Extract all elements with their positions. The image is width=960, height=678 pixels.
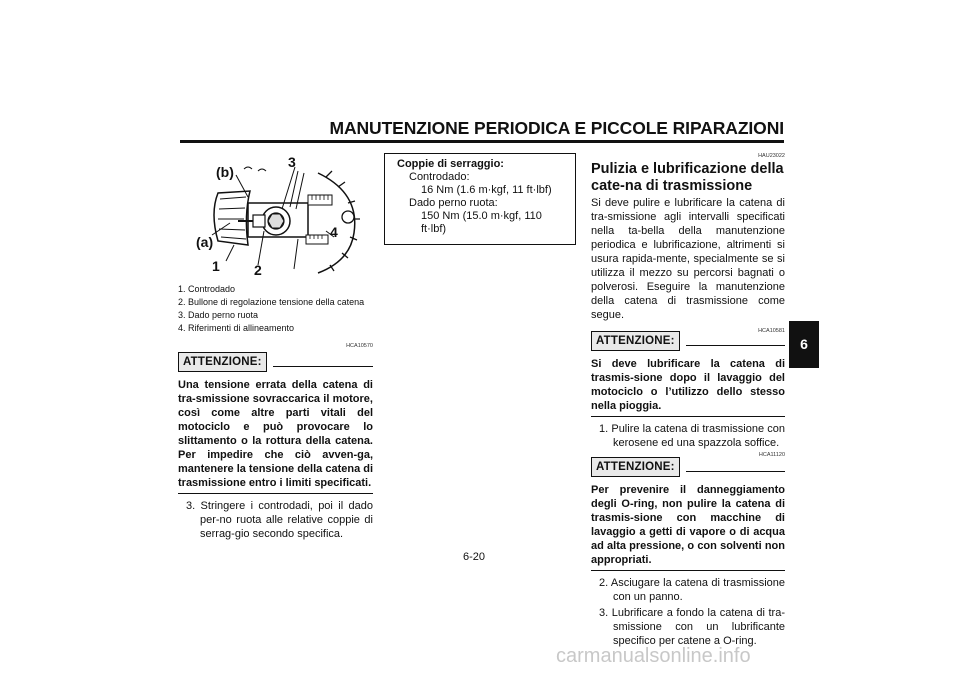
attention-text: Si deve lubrificare la catena di trasmis-sione dopo il lavaggio del motociclo o l’utilizzo dello stesso nella pioggia. <box>591 357 785 417</box>
watermark: carmanualsonline.info <box>556 645 751 667</box>
legend-item: 4. Riferimenti di allineamento <box>178 323 295 333</box>
reference-code: HCA10570 <box>346 343 373 349</box>
torque-label-axle-nut: Dado perno ruota: <box>409 197 498 209</box>
callout-4: 4 <box>330 224 338 240</box>
legend-item: 2. Bullone di regolazione tensione della catena <box>178 297 365 307</box>
attention-heading <box>591 457 785 477</box>
torque-value-axle-nut: 150 Nm (15.0 m·kgf, 110 ft·lbf) <box>421 210 542 235</box>
attention-text: Una tensione errata della catena di tra-smissione sovraccarica il motore, così come altre parti vitali del motociclo e può provocare lo slittamento o la rottura della catena. Per impedire che ciò avven-ga, mantenere la tensione della catena di trasmissione entro i limiti specificati. <box>178 378 373 494</box>
attention-label: ATTENZIONE: <box>178 352 267 372</box>
torque-spec-box <box>384 153 576 245</box>
callout-a: (a) <box>196 234 214 250</box>
intro-paragraph: Si deve pulire e lubrificare la catena di tra-smissione agli intervalli specificati nella ta-bella della manutenzione periodica e lubrificazione, altrimenti si usura rapida-mente, specialmente se si utilizza il mezzo su percorsi bagnati o polverosi. Eseguire la manutenzione della catena di trasmissione come segue. <box>591 197 785 321</box>
chain-adjuster-illustration <box>178 153 373 279</box>
torque-value-locknut: 16 Nm (1.6 m·kgf, 11 ft·lbf) <box>421 184 552 196</box>
reference-code: HAU23022 <box>758 153 785 159</box>
torque-title: Coppie di serraggio: <box>397 158 504 170</box>
header-rule <box>180 140 784 143</box>
legend-item: 1. Controdado <box>178 284 236 294</box>
step-2: 2. Asciugare la catena di trasmissione con un panno. <box>599 577 785 603</box>
page-title: MANUTENZIONE PERIODICA E PICCOLE RIPARAZIONI <box>329 118 784 138</box>
column-middle <box>384 153 576 245</box>
attention-rule <box>273 366 373 367</box>
section-title: Pulizia e lubrificazione della cate-na di trasmissione <box>591 161 784 194</box>
attention-label: ATTENZIONE: <box>591 331 680 351</box>
step-3: 3. Stringere i controdadi, poi il dado per-no ruota alle relative coppie di serrag-gio secondo specifica. <box>186 500 373 540</box>
attention-rule <box>686 471 785 472</box>
step-3: 3. Lubrificare a fondo la catena di tra-smissione con un lubrificante specifico per catene a O-ring. <box>599 607 785 647</box>
page-number: 6-20 <box>462 551 486 563</box>
attention-heading <box>591 331 785 351</box>
figure-legend <box>178 283 373 335</box>
step-1: 1. Pulire la catena di trasmissione con kerosene ed una spazzola soffice. <box>599 423 785 449</box>
callout-2: 2 <box>254 262 262 278</box>
column-right <box>591 153 785 648</box>
attention-heading <box>178 352 373 372</box>
reference-code: HCA11120 <box>758 452 785 458</box>
attention-text: Per prevenire il danneggiamento degli O-ring, non pulire la catena di trasmis-sione con macchine di lavaggio a getti di vapore o di acqua ad alta pressione, o con solventi non appropriati. <box>591 483 785 571</box>
reference-code: HCA10581 <box>758 328 785 334</box>
callout-b: (b) <box>216 164 234 180</box>
callout-1: 1 <box>212 258 220 274</box>
chain-adjuster-figure <box>178 153 373 279</box>
legend-item: 3. Dado perno ruota <box>178 310 259 320</box>
attention-rule <box>686 345 785 346</box>
column-left <box>178 153 373 541</box>
attention-label: ATTENZIONE: <box>591 457 680 477</box>
torque-label-locknut: Controdado: <box>409 171 470 183</box>
callout-3: 3 <box>288 154 296 170</box>
chapter-tab: 6 <box>789 321 819 368</box>
